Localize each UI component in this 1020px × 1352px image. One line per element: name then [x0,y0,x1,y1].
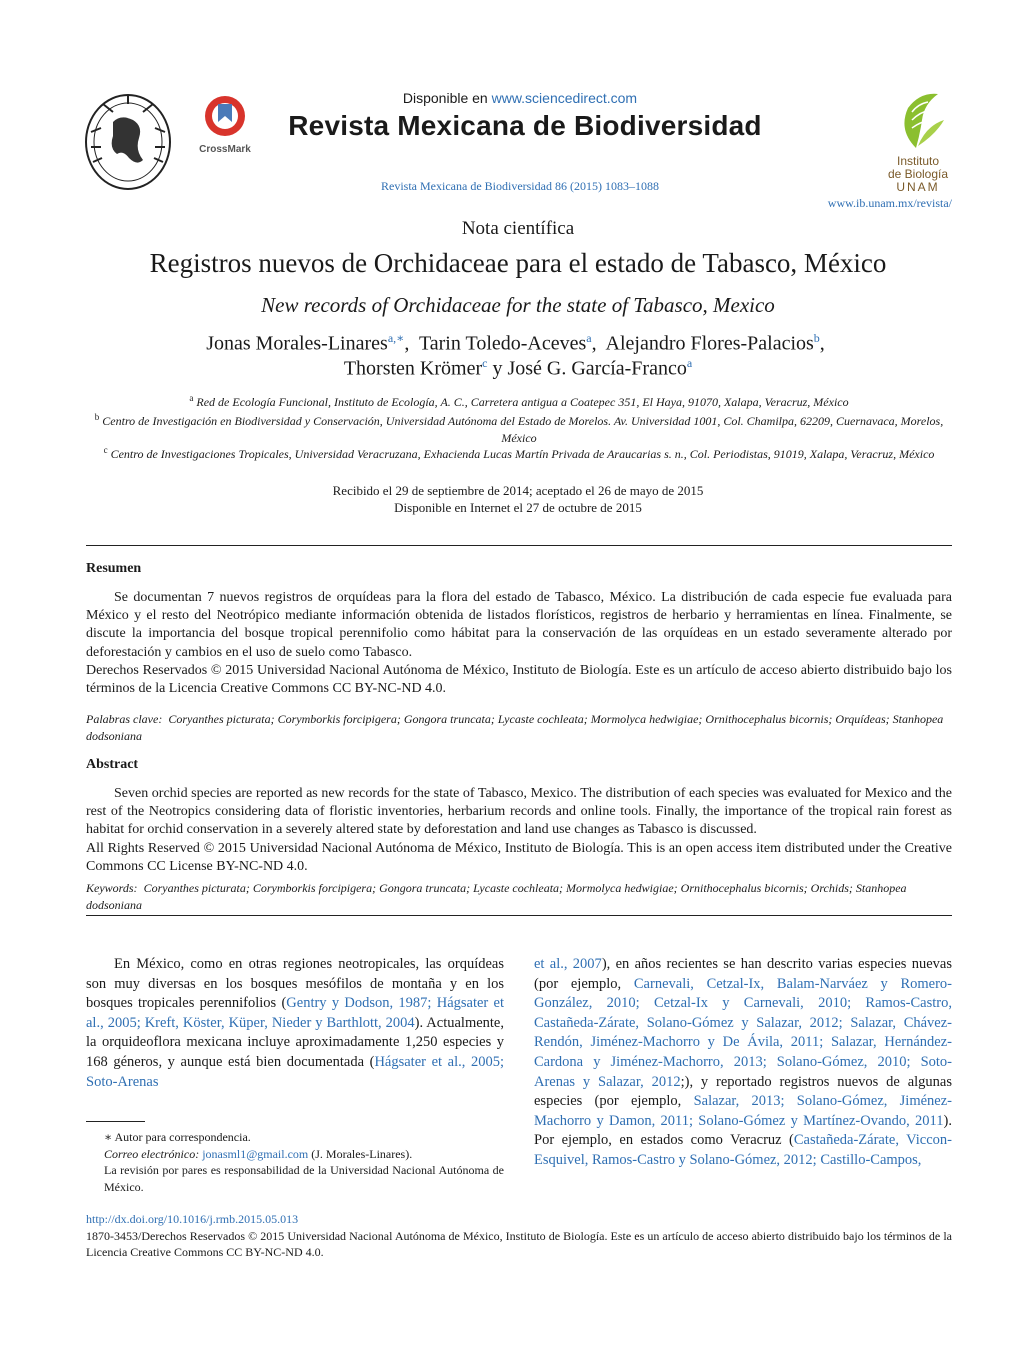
citation-link[interactable]: Castañeda-Zárate, Viccon-Esquivel, Ramos-Castro y Solano-Gómez, 2012; Castillo-Campos, [534,1132,952,1168]
resumen-text: Se documentan 7 nuevos registros de orquídeas para la flora del estado de Tabasco, México. La distribución de cada especie fue evaluada para México y el resto del Neotrópico mediante información obtenida de listados florísticos, registros de herbario y herramientas en línea. Finalmente, se discute la importancia del bosque tropical perennifolio como hábitat para la conservación de las orquídeas en un estado severamente alterado por deforestación y cambios en el uso de suelo como Tabasco. [86,590,952,660]
ib-logo-line3: UNAM [896,180,940,194]
divider [86,915,952,916]
author-sup[interactable]: a [586,331,592,345]
citation-link[interactable]: Carnevali, Cetzal-Ix, Balam-Narváez y Romero-González, 2010; Cetzal-Ix y Carnevali, 2010; Ramos-Castro, Castañeda-Zárate, Solano-Gómez y Salazar, 2012; Salazar, Chávez-Rendón, Jiménez-Machorro y De Ávila, 2011; Salazar, Hernández-Cardona y Jiménez-Machorro, 2013; Solano-Gómez, 2010; Soto-Arenas y Salazar, 2012 [534,975,952,1090]
resumen-heading: Resumen [86,561,142,576]
instituto-biologia-logo [868,90,968,200]
author-name[interactable]: Thorsten Krömer [343,357,483,380]
affiliation-c: $^c$ Centro de Investigaciones Tropicales, Universidad Veracruzana, Exhacienda Lucas Martín Privada de Araucarias s. n., Col. Periodistas, 91019, Xalapa, Veracruz, México [103,445,935,461]
peer-review-note: La revisión por pares es responsabilidad de la Universidad Nacional Autónoma de México. [104,1163,504,1194]
ib-logo-line2: de Biología [887,167,949,181]
ib-logo-line1: Instituto [896,154,940,168]
leaf-icon [868,90,968,150]
crossmark-icon [196,94,254,142]
author-sup[interactable]: b [813,331,820,345]
keywords-english: Keywords: Coryanthes picturata; Corymborkis forcipigera; Gongora truncata; Lycaste cochleata; Mormolyca hedwigiae; Ornithocephalus bicornis; Orchids; Stanhopea dodsoniana [86,881,907,912]
citation-link[interactable]: Hágsater et al., 2005; Soto-Arenas [86,1053,504,1090]
email-link[interactable]: jonasml1@gmail.com [202,1146,309,1161]
author-sup[interactable]: a,∗ [387,331,405,345]
journal-url[interactable]: www.ib.unam.mx/revista/ [827,196,952,210]
citation-link[interactable]: Gentry y Dodson, 1987; Hágsater et al., 2005; Kreft, Köster, Küper, Nieder y Barthlott, 2004 [86,995,505,1031]
crossmark-label: CrossMark [199,144,251,155]
journal-title: Revista Mexicana de Biodiversidad [288,110,762,141]
authors-line-1: Jonas Morales-Linares$^{a,∗}$, Tarin Toledo-Aceves$^a$, Alejandro Flores-Palacios$^b$, [206,331,830,355]
copyright-notice: 1870-3453/Derechos Reservados © 2015 Universidad Nacional Autónoma de México, Instituto de Biología. Este es un artículo de acceso abierto distribuido bajo los términos de la Licencia Creative Commons CC BY-NC-ND 4.0. [86,1229,952,1259]
body-column-right: et al., 2007), en años recientes se han descrito varias especies nuevas (por ejemplo, Carnevali, Cetzal-Ix, Balam-Narváez y Romero-González, 2010; Cetzal-Ix y Carnevali, 2010; Ramos-Castro, Castañeda-Zárate, Solano-Gómez y Salazar, 2012; Salazar, Chávez-Rendón, Jiménez-Machorro y De Ávila, 2011; Salazar, Hernández-Cardona y Jiménez-Machorro, 2013; Solano-Gómez, 2010; Soto-Arenas y Salazar, 2012;), y reportado registros nuevos de algunas especies (por ejemplo, Salazar, 2013; Solano-Gómez, Jiménez-Machorro y Damon, 2011; Solano-Gómez y Martínez-Ovando, 2011). Por ejemplo, en estados como Veracruz (Castañeda-Zárate, Viccon-Esquivel, Ramos-Castro y Solano-Gómez, 2012; Castillo-Campos, [534,956,952,1168]
resumen-body [86,589,952,698]
title-english: New records of Orchidaceae for the state of Tabasco, Mexico [261,293,775,317]
author-name[interactable]: José G. García-Franco [507,357,687,380]
citation-link[interactable]: et al., 2007 [534,956,602,972]
email-note: Correo electrónico: jonasml1@gmail.com (J. Morales-Linares). [104,1146,413,1161]
dates [0,482,1020,516]
author-name[interactable]: Tarin Toledo-Aceves [418,332,587,355]
author-sup[interactable]: a [686,356,693,370]
affiliation-a: $^a$ Red de Ecología Funcional, Instituto de Ecología, A. C., Carretera antigua a Coatepec 351, El Haya, 91070, Xalapa, Veracruz, México [189,393,849,409]
doi-link[interactable]: http://dx.doi.org/10.1016/j.rmb.2015.05.013 [86,1212,299,1226]
abstract-heading: Abstract [86,757,139,772]
body-column-left: En México, como en otras regiones neotropicales, las orquídeas son muy diversas en los bosques mesófilos de montaña y en los bosques tropicales perennifolios (Gentry y Dodson, 1987; Hágsater et al., 2005; Kreft, Köster, Küper, Nieder y Barthlott, 2004). Actualmente, la orquideoflora mexicana incluye aproximadamente 1,250 especies y 168 géneros, y aunque está bien documentada (Hágsater et al., 2005; Soto-Arenas [86,956,505,1090]
citation-link[interactable]: Salazar, 2013; Solano-Gómez, Jiménez-Machorro y Damon, 2011; Solano-Gómez y Martínez-Ovando, 2011 [534,1093,952,1129]
author-sup[interactable]: c [482,356,488,370]
author-name[interactable]: Jonas Morales-Linares [206,332,388,355]
footnotes [86,1129,504,1195]
abstract-text: Seven orchid species are reported as new records for the state of Tabasco, Mexico. The distribution of each species was evaluated for Mexico and the rest of the Neotropics considering data of floristic inventories, herbarium records and online tools. Finally, the importance of the tropical rain forest as habitat for orchid conservation in a severely altered state by deforestation and land use changes as Tabasco is discussed. [86,786,952,838]
sciencedirect-link[interactable]: www.sciencedirect.com [491,90,638,106]
keywords-spanish: Palabras clave: Coryanthes picturata; Corymborkis forcipigera; Gongora truncata; Lycaste cochleata; Mormolyca hedwigiae; Ornithocephalus bicornis; Orquídeas; Stanhopea dodsoniana [86,712,944,743]
authors-line-2: Thorsten Krömer$^c$ y José G. García-Franco$^a$ [343,356,693,380]
author-name[interactable]: Alejandro Flores-Palacios [605,332,814,355]
affiliation-b: $^b$ Centro de Investigación en Biodiversidad y Conservación, Universidad Autónoma del Estado de Morelos. Av. Universidad 1001, Col. Chamilpa, 62209, Cuernavaca, Morelos, México [94,412,944,445]
title-spanish: Registros nuevos de Orchidaceae para el estado de Tabasco, México [149,248,887,278]
received-date: Recibido el 29 de septiembre de 2014; aceptado el 26 de mayo de 2015 [332,483,704,498]
abstract-rights: All Rights Reserved © 2015 Universidad Nacional Autónoma de México, Instituto de Biología. This is an open access item distributed under the Creative Commons CC License BY-NC-ND 4.0. [86,840,952,874]
online-date: Disponible en Internet el 27 de octubre de 2015 [394,500,642,515]
available-at: Disponible en www.sciencedirect.com [402,90,638,106]
abstract-body [86,785,952,876]
crossmark-badge[interactable] [196,94,254,156]
footnote-divider [86,1121,145,1122]
corresponding-author-note: ∗ Autor para correspondencia. [104,1130,251,1144]
unam-seal-logo [83,92,173,192]
divider [86,545,952,546]
resumen-rights: Derechos Reservados © 2015 Universidad Nacional Autónoma de México, Instituto de Biología. Este es un artículo de acceso abierto distribuido bajo los términos de la Licencia Creative Commons CC BY-NC-ND 4.0. [86,662,952,697]
journal-citation[interactable]: Revista Mexicana de Biodiversidad 86 (2015) 1083–1088 [381,179,659,193]
section-type: Nota científica [461,218,575,239]
